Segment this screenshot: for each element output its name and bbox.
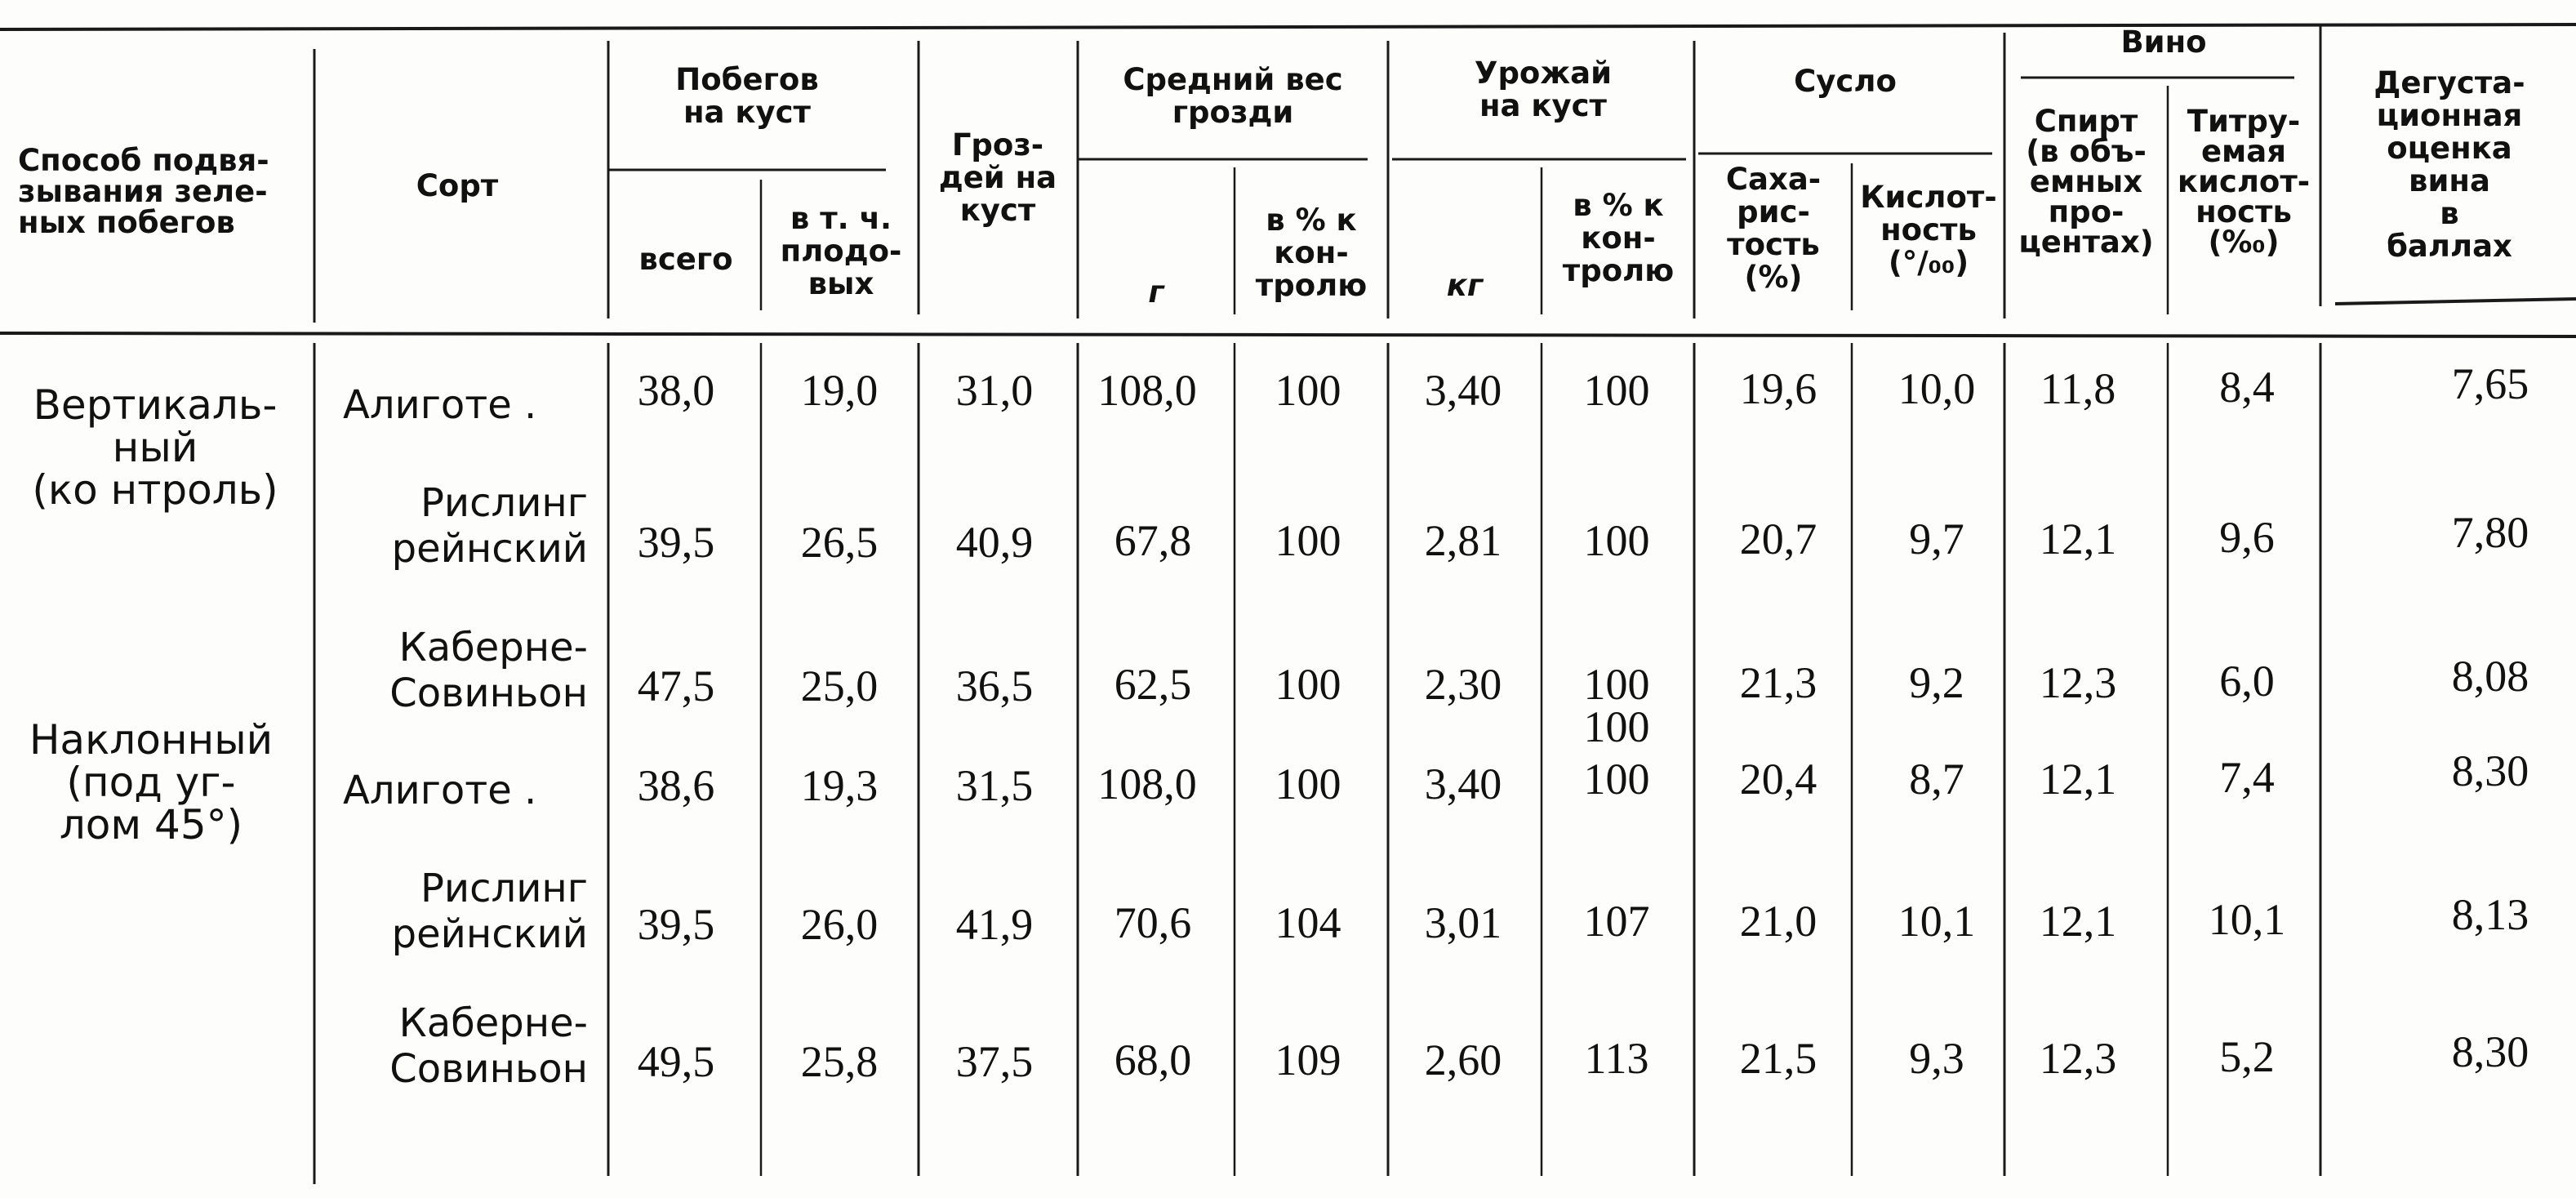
row-2-yield-pct: 100 xyxy=(1583,660,1650,709)
row-2-weight-g: 62,5 xyxy=(1114,660,1192,709)
row-2-shoots-fruit: 25,0 xyxy=(800,661,879,710)
row-2-alcohol: 12,3 xyxy=(2039,658,2117,707)
row-1-score: 7,80 xyxy=(2451,508,2529,557)
header-weight-g: г xyxy=(1148,274,1164,310)
row-5-yield-pct: 113 xyxy=(1584,1034,1649,1083)
row-0-acid: 10,0 xyxy=(1898,364,1976,413)
row-3-weight-g: 108,0 xyxy=(1097,759,1197,808)
row-4-weight-g: 70,6 xyxy=(1114,898,1192,947)
header-shoots-group: Побегов на куст xyxy=(675,62,819,130)
row-1-weight-pct: 100 xyxy=(1275,516,1341,565)
row-1-alcohol: 12,1 xyxy=(2039,514,2117,563)
row-2-clusters: 36,5 xyxy=(955,661,1034,710)
row-5-yield-kg: 2,60 xyxy=(1424,1035,1502,1084)
row-5-sugar: 21,5 xyxy=(1739,1034,1817,1083)
row-5-wine-acid: 5,2 xyxy=(2219,1032,2275,1081)
header-must-acid: Кислот- ность (°/₀₀) xyxy=(1860,180,1997,280)
row-3-yield-kg: 3,40 xyxy=(1424,759,1502,808)
row-3-sort: Алиготе . xyxy=(343,768,537,813)
row-1-yield-pct: 100 xyxy=(1583,516,1650,565)
row-0-score: 7,65 xyxy=(2451,359,2529,408)
row-5-clusters: 37,5 xyxy=(955,1037,1034,1086)
header-bottom-rule-right xyxy=(2335,299,2576,304)
row-3-score: 8,30 xyxy=(2451,746,2529,795)
header-wine-group: Вино xyxy=(2120,24,2207,60)
row-5-shoots-total: 49,5 xyxy=(637,1037,715,1086)
row-3-shoots-fruit: 19,3 xyxy=(800,761,879,810)
row-5-weight-g: 68,0 xyxy=(1114,1035,1192,1084)
row-4-clusters: 41,9 xyxy=(955,900,1034,949)
row-3-shoots-total: 38,6 xyxy=(637,761,715,810)
row-1-shoots-total: 39,5 xyxy=(637,518,715,567)
header-must-group: Сусло xyxy=(1794,64,1897,99)
row-3-clusters: 31,5 xyxy=(955,761,1034,810)
row-0-shoots-fruit: 19,0 xyxy=(800,366,879,415)
row-2-acid: 9,2 xyxy=(1909,658,1964,707)
row-5-acid: 9,3 xyxy=(1909,1034,1964,1083)
row-2-yield-kg: 2,30 xyxy=(1424,660,1502,709)
row-0-weight-g: 108,0 xyxy=(1097,366,1197,415)
row-0-yield-kg: 3,40 xyxy=(1424,366,1502,415)
method-inclined: Наклонный (под уг- лом 45°) xyxy=(29,716,274,848)
row-2-weight-pct: 100 xyxy=(1275,660,1341,709)
row-5-score: 8,30 xyxy=(2451,1027,2529,1076)
header-weight-group: Средний вес грозди xyxy=(1123,62,1343,130)
row-0-shoots-total: 38,0 xyxy=(637,366,715,415)
row-0-clusters: 31,0 xyxy=(955,366,1034,415)
header-bottom-rule xyxy=(0,333,2576,336)
row-1-acid: 9,7 xyxy=(1909,514,1964,563)
row-5-sort: Каберне- Совиньон xyxy=(389,1000,588,1092)
row-4-score: 8,13 xyxy=(2451,890,2529,939)
row-1-shoots-fruit: 26,5 xyxy=(800,518,879,567)
row-1-sugar: 20,7 xyxy=(1739,514,1817,563)
row-4-wine-acid: 10,1 xyxy=(2208,895,2286,944)
row-4-alcohol: 12,1 xyxy=(2039,897,2117,946)
row-4-shoots-fruit: 26,0 xyxy=(800,900,879,949)
header-method: Способ подвя- зывания зеле- ных побегов xyxy=(18,143,269,240)
row-3-yield-pct: 100 xyxy=(1583,755,1650,804)
row-0-weight-pct: 100 xyxy=(1275,366,1341,415)
header-clusters: Гроз- дей на куст xyxy=(938,127,1057,228)
header-wine-alcohol: Спирт (в объ- емных про- центах) xyxy=(2018,104,2154,260)
row-5-alcohol: 12,3 xyxy=(2039,1034,2117,1083)
stray-yield-pct: 100 xyxy=(1583,702,1650,751)
row-1-wine-acid: 9,6 xyxy=(2219,513,2275,562)
header-yield-group: Урожай на куст xyxy=(1474,56,1613,123)
header-shoots-fruit: в т. ч. плодо- вых xyxy=(780,201,902,301)
row-3-weight-pct: 100 xyxy=(1275,759,1341,808)
row-4-shoots-total: 39,5 xyxy=(637,900,715,949)
row-2-score: 8,08 xyxy=(2451,652,2529,701)
header-yield-pct: в % к кон- тролю xyxy=(1562,188,1675,288)
row-4-yield-pct: 107 xyxy=(1583,897,1650,946)
row-2-sugar: 21,3 xyxy=(1739,658,1817,707)
row-1-yield-kg: 2,81 xyxy=(1424,516,1502,565)
row-2-shoots-total: 47,5 xyxy=(637,661,715,710)
header-wine-acid: Титру- емая кислот- ность (%₀) xyxy=(2177,104,2311,260)
row-4-weight-pct: 104 xyxy=(1275,898,1341,947)
header-yield-kg: кг xyxy=(1446,268,1484,303)
row-0-sort: Алиготе . xyxy=(343,382,537,428)
row-5-weight-pct: 109 xyxy=(1275,1035,1341,1084)
row-4-sugar: 21,0 xyxy=(1739,897,1817,946)
row-1-sort: Рислинг рейнский xyxy=(391,480,588,572)
row-2-wine-acid: 6,0 xyxy=(2219,657,2275,706)
row-0-alcohol: 11,8 xyxy=(2040,364,2116,413)
method-vertical: Вертикаль- ный (ко нтроль) xyxy=(32,381,278,514)
row-0-sugar: 19,6 xyxy=(1739,364,1817,413)
header-weight-pct: в % к кон- тролю xyxy=(1255,203,1368,303)
row-4-sort: Рислинг рейнский xyxy=(391,866,588,957)
header-must-sugar: Саха- рис- тость (%) xyxy=(1725,162,1822,295)
header-shoots-total: всего xyxy=(638,242,733,277)
row-3-acid: 8,7 xyxy=(1909,755,1964,804)
row-1-clusters: 40,9 xyxy=(955,518,1034,567)
row-0-yield-pct: 100 xyxy=(1583,366,1650,415)
row-3-sugar: 20,4 xyxy=(1739,755,1817,804)
header-tasting: Дегуста- ционная оценка вина в баллах xyxy=(2374,65,2525,264)
row-4-yield-kg: 3,01 xyxy=(1424,898,1502,947)
row-1-weight-g: 67,8 xyxy=(1114,516,1192,565)
row-3-wine-acid: 7,4 xyxy=(2219,753,2275,802)
row-0-wine-acid: 8,4 xyxy=(2219,363,2275,412)
header-sort: Сорт xyxy=(416,168,499,203)
row-5-shoots-fruit: 25,8 xyxy=(800,1037,879,1086)
row-4-acid: 10,1 xyxy=(1898,897,1976,946)
row-3-alcohol: 12,1 xyxy=(2039,755,2117,804)
row-2-sort: Каберне- Совиньон xyxy=(389,625,588,716)
